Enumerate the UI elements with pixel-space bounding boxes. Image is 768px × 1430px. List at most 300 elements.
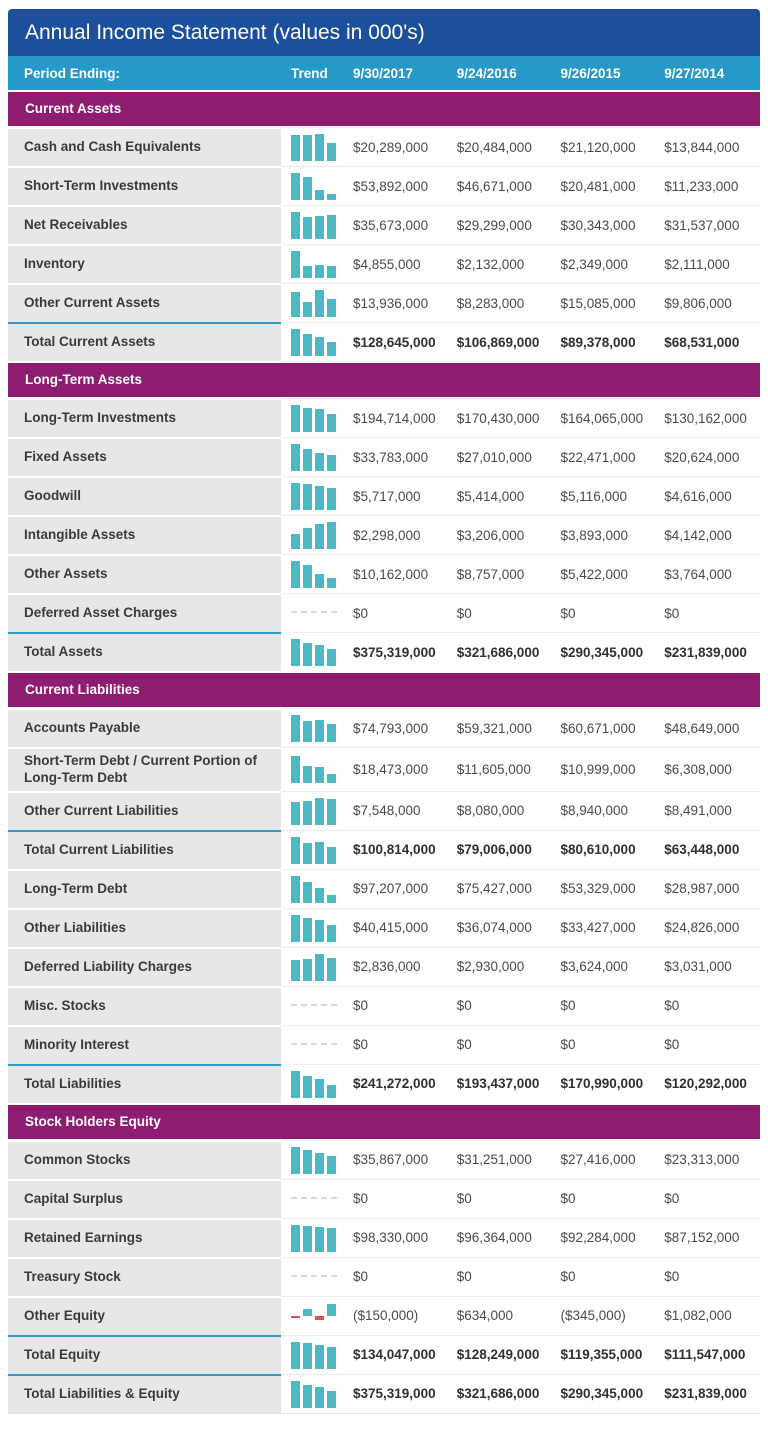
trend-bar [327,1304,336,1316]
value-cell: $0 [449,593,553,632]
table-row [8,1025,760,1064]
value-cell: $0 [553,593,657,632]
value-cell: $634,000 [449,1296,553,1335]
trend-bar [327,1228,336,1252]
trend-cell [281,166,345,205]
value-cell: $128,249,000 [449,1335,553,1374]
value-cell: $5,422,000 [553,554,657,593]
row-label: Deferred Asset Charges [8,593,281,632]
table-row [8,515,760,554]
trend-bar-slot [327,1302,336,1330]
value-cell: $92,284,000 [553,1218,657,1257]
value-cell: $2,111,000 [656,244,760,283]
trend-bar [291,837,300,864]
table-row [8,437,760,476]
trend-mini-bar-chart [291,404,341,432]
trend-bar [315,486,324,510]
trend-mini-bar-chart [291,1302,341,1330]
trend-bar [303,1150,312,1174]
table-row [8,986,760,1025]
value-cell: $40,415,000 [345,908,449,947]
trend-cell [281,947,345,986]
trend-bar [327,488,336,510]
trend-bar [303,135,312,161]
value-cell: $48,649,000 [656,708,760,747]
column-header-period-ending: Period Ending: [24,65,120,81]
value-cell: $5,414,000 [449,476,553,515]
page-title: Annual Income Statement (values in 000's) [25,21,425,44]
trend-bar [291,960,300,981]
trend-mini-bar-chart [291,443,341,471]
trend-bar [327,342,336,356]
row-label: Short-Term Debt / Current Portion of Long-Term Debt [8,747,281,791]
trend-bar [291,251,300,278]
trend-mini-bar-chart [291,599,341,627]
trend-mini-bar-chart [291,521,341,549]
value-cell: $15,085,000 [553,283,657,322]
table-row [8,869,760,908]
total-row [8,1335,760,1374]
trend-cell [281,283,345,322]
value-cell: $7,548,000 [345,791,449,830]
trend-bar [315,409,324,432]
trend-mini-bar-chart [291,1031,341,1059]
trend-bar [327,1347,336,1369]
value-cell: $11,605,000 [449,747,553,791]
column-header-date-2017: 9/30/2017 [353,65,414,81]
trend-bar [327,847,336,864]
value-cell: $8,080,000 [449,791,553,830]
trend-bar [327,958,336,981]
trend-cell [281,205,345,244]
trend-bar [291,1071,300,1098]
trend-bar [303,1343,312,1369]
table-row [8,1218,760,1257]
zero-trend-dash [291,1197,337,1199]
trend-mini-bar-chart [291,1070,341,1098]
value-cell: $0 [345,986,449,1025]
value-cell: $2,349,000 [553,244,657,283]
value-cell: $3,764,000 [656,554,760,593]
trend-cell [281,1025,345,1064]
table-row [8,791,760,830]
trend-bar [315,1153,324,1174]
value-cell: $0 [449,1179,553,1218]
trend-bar [315,842,324,864]
row-label: Total Current Assets [8,322,281,361]
table-row [8,398,760,437]
trend-bar [291,292,300,317]
value-cell: $0 [553,1257,657,1296]
value-cell: $18,473,000 [345,747,449,791]
trend-bar [303,918,312,942]
trend-bar [291,715,300,742]
row-label: Total Equity [8,1335,281,1374]
column-header-date-2015: 9/26/2015 [560,65,621,81]
trend-cell [281,747,345,791]
value-cell: $128,645,000 [345,322,449,361]
trend-bar [303,408,312,432]
trend-bar [315,337,324,356]
value-cell: $89,378,000 [553,322,657,361]
value-cell: $194,714,000 [345,398,449,437]
table-row [8,1257,760,1296]
table-row [8,244,760,283]
zero-trend-dash [291,1043,337,1045]
row-label: Common Stocks [8,1140,281,1179]
value-cell: $8,283,000 [449,283,553,322]
trend-bar [291,1342,300,1369]
trend-bar [315,954,324,981]
trend-cell [281,593,345,632]
trend-bar [327,194,336,200]
trend-bar-slot [315,1302,324,1330]
trend-bar [327,578,336,588]
trend-cell [281,986,345,1025]
value-cell: $59,321,000 [449,708,553,747]
value-cell: $290,345,000 [553,632,657,671]
trend-mini-bar-chart [291,836,341,864]
trend-cell [281,1335,345,1374]
value-cell: $28,987,000 [656,869,760,908]
row-label: Accounts Payable [8,708,281,747]
trend-bar [303,217,312,239]
value-cell: $79,006,000 [449,830,553,869]
trend-mini-bar-chart [291,1146,341,1174]
row-label: Goodwill [8,476,281,515]
table-row [8,166,760,205]
value-cell: $46,671,000 [449,166,553,205]
value-cell: $1,082,000 [656,1296,760,1335]
section-header: Current Liabilities [8,673,760,707]
column-header-row [8,56,760,90]
table-row [8,1179,760,1218]
value-cell: $106,869,000 [449,322,553,361]
trend-cell [281,830,345,869]
value-cell: ($150,000) [345,1296,449,1335]
trend-cell [281,515,345,554]
trend-bar [291,444,300,471]
value-cell: $0 [656,593,760,632]
row-label: Short-Term Investments [8,166,281,205]
trend-mini-bar-chart [291,1380,341,1408]
row-label: Other Liabilities [8,908,281,947]
row-label: Misc. Stocks [8,986,281,1025]
table-row [8,127,760,166]
trend-bar [303,449,312,471]
trend-bar [291,212,300,239]
trend-bar [327,299,336,317]
trend-mini-bar-chart [291,875,341,903]
trend-bar [315,1316,324,1320]
trend-bar [327,215,336,239]
trend-mini-bar-chart [291,560,341,588]
value-cell: $97,207,000 [345,869,449,908]
value-cell: $0 [553,986,657,1025]
value-cell: $60,671,000 [553,708,657,747]
row-label: Total Current Liabilities [8,830,281,869]
trend-bar [303,801,312,825]
value-cell: $23,313,000 [656,1140,760,1179]
trend-mini-bar-chart [291,953,341,981]
trend-bar [291,802,300,825]
value-cell: $231,839,000 [656,632,760,671]
trend-cell [281,322,345,361]
section-header: Stock Holders Equity [8,1105,760,1139]
trend-bar [315,1079,324,1098]
value-cell: $241,272,000 [345,1064,449,1103]
value-cell: $10,162,000 [345,554,449,593]
value-cell: $290,345,000 [553,1374,657,1413]
trend-cell [281,1140,345,1179]
trend-mini-bar-chart [291,289,341,317]
trend-cell [281,791,345,830]
value-cell: $0 [449,1025,553,1064]
row-label: Total Liabilities [8,1064,281,1103]
trend-bar [303,302,312,317]
value-cell: $2,836,000 [345,947,449,986]
trend-cell [281,398,345,437]
value-cell: $100,814,000 [345,830,449,869]
trend-bar [291,135,300,161]
total-row [8,1374,760,1413]
trend-bar [291,561,300,588]
value-cell: $11,233,000 [656,166,760,205]
trend-mini-bar-chart [291,914,341,942]
trend-cell [281,1257,345,1296]
trend-cell [281,1064,345,1103]
value-cell: $0 [553,1025,657,1064]
table-row [8,747,760,791]
table-row [8,908,760,947]
trend-mini-bar-chart [291,1185,341,1213]
row-label: Cash and Cash Equivalents [8,127,281,166]
value-cell: ($345,000) [553,1296,657,1335]
total-row [8,830,760,869]
trend-bar [291,876,300,903]
value-cell: $13,844,000 [656,127,760,166]
row-label: Total Liabilities & Equity [8,1374,281,1413]
value-cell: $2,132,000 [449,244,553,283]
row-label: Other Current Liabilities [8,791,281,830]
trend-mini-bar-chart [291,250,341,278]
trend-bar [291,915,300,942]
trend-mini-bar-chart [291,172,341,200]
trend-bar [327,414,336,432]
value-cell: $33,783,000 [345,437,449,476]
value-cell: $375,319,000 [345,632,449,671]
value-cell: $0 [345,1025,449,1064]
value-cell: $193,437,000 [449,1064,553,1103]
trend-bar [327,799,336,825]
value-cell: $4,616,000 [656,476,760,515]
value-cell: $119,355,000 [553,1335,657,1374]
row-label: Intangible Assets [8,515,281,554]
value-cell: $87,152,000 [656,1218,760,1257]
value-cell: $2,298,000 [345,515,449,554]
value-cell: $96,364,000 [449,1218,553,1257]
value-cell: $120,292,000 [656,1064,760,1103]
row-label: Long-Term Debt [8,869,281,908]
value-cell: $170,990,000 [553,1064,657,1103]
value-cell: $0 [449,1257,553,1296]
value-cell: $111,547,000 [656,1335,760,1374]
value-cell: $8,757,000 [449,554,553,593]
value-cell: $68,531,000 [656,322,760,361]
trend-bar [291,329,300,356]
trend-bar [327,266,336,278]
value-cell: $3,624,000 [553,947,657,986]
value-cell: $74,793,000 [345,708,449,747]
trend-bar [327,1156,336,1174]
column-header-trend: Trend [291,65,328,81]
value-cell: $0 [345,1179,449,1218]
trend-bar [303,177,312,200]
trend-bar [327,724,336,742]
trend-bar [315,453,324,471]
trend-bar [315,524,324,549]
trend-bar [327,925,336,942]
trend-bar [291,1225,300,1252]
row-label: Other Current Assets [8,283,281,322]
row-label: Long-Term Investments [8,398,281,437]
trend-mini-bar-chart [291,755,341,783]
trend-bar [291,1381,300,1408]
value-cell: $31,251,000 [449,1140,553,1179]
total-row [8,632,760,671]
section-header: Long-Term Assets [8,363,760,397]
value-cell: $0 [656,1179,760,1218]
value-cell: $80,610,000 [553,830,657,869]
value-cell: $27,010,000 [449,437,553,476]
value-cell: $29,299,000 [449,205,553,244]
trend-bar [291,639,300,666]
trend-bar [291,173,300,200]
row-label: Net Receivables [8,205,281,244]
trend-bar [315,1227,324,1252]
trend-bar [327,1085,336,1098]
trend-mini-bar-chart [291,1341,341,1369]
value-cell: $31,537,000 [656,205,760,244]
value-cell: $35,673,000 [345,205,449,244]
value-cell: $20,624,000 [656,437,760,476]
trend-mini-bar-chart [291,133,341,161]
trend-bar [303,643,312,666]
table-row [8,205,760,244]
column-header-date-2016: 9/24/2016 [456,65,517,81]
row-label: Fixed Assets [8,437,281,476]
row-label: Minority Interest [8,1025,281,1064]
zero-trend-dash [291,1004,337,1006]
trend-bar [327,649,336,666]
value-cell: $30,343,000 [553,205,657,244]
trend-bar [327,455,336,471]
value-cell: $6,308,000 [656,747,760,791]
trend-bar [303,882,312,903]
trend-bar [315,1345,324,1369]
trend-bar [327,895,336,903]
trend-mini-bar-chart [291,638,341,666]
trend-mini-bar-chart [291,1224,341,1252]
trend-bar [303,959,312,981]
value-cell: $0 [656,1025,760,1064]
row-label: Inventory [8,244,281,283]
trend-cell [281,554,345,593]
row-label: Other Assets [8,554,281,593]
table-row [8,593,760,632]
trend-bar [303,1076,312,1098]
total-row [8,1064,760,1103]
table-row [8,283,760,322]
trend-bar [303,721,312,742]
value-cell: $98,330,000 [345,1218,449,1257]
value-cell: $4,142,000 [656,515,760,554]
value-cell: $53,329,000 [553,869,657,908]
value-cell: $35,867,000 [345,1140,449,1179]
value-cell: $53,892,000 [345,166,449,205]
value-cell: $36,074,000 [449,908,553,947]
trend-mini-bar-chart [291,992,341,1020]
trend-bar [291,483,300,510]
value-cell: $75,427,000 [449,869,553,908]
trend-cell [281,1296,345,1335]
value-cell: $0 [656,986,760,1025]
value-cell: $3,893,000 [553,515,657,554]
row-label: Treasury Stock [8,1257,281,1296]
trend-bar-slot [303,1302,312,1330]
trend-bar [303,766,312,783]
trend-bar [315,920,324,942]
trend-bar [315,216,324,239]
trend-bar [303,484,312,510]
table-row [8,1140,760,1179]
trend-bar-slot [291,1302,300,1330]
trend-bar [315,190,324,200]
trend-cell [281,632,345,671]
income-statement-widget [8,9,760,1414]
value-cell: $21,120,000 [553,127,657,166]
row-label: Capital Surplus [8,1179,281,1218]
value-cell: $134,047,000 [345,1335,449,1374]
trend-bar [303,266,312,278]
row-label: Deferred Liability Charges [8,947,281,986]
trend-bar [303,843,312,864]
trend-bar [315,888,324,903]
trend-bar [327,1391,336,1408]
trend-bar [291,1316,300,1318]
value-cell: $10,999,000 [553,747,657,791]
trend-mini-bar-chart [291,714,341,742]
value-cell: $0 [656,1257,760,1296]
value-cell: $9,806,000 [656,283,760,322]
total-row [8,322,760,361]
value-cell: $13,936,000 [345,283,449,322]
table-body [8,92,760,1413]
trend-bar [303,565,312,588]
trend-bar [315,767,324,783]
value-cell: $321,686,000 [449,632,553,671]
value-cell: $27,416,000 [553,1140,657,1179]
trend-bar [327,143,336,161]
trend-cell [281,1179,345,1218]
table-row [8,708,760,747]
column-header-date-2014: 9/27/2014 [664,65,725,81]
trend-mini-bar-chart [291,328,341,356]
value-cell: $170,430,000 [449,398,553,437]
trend-cell [281,1218,345,1257]
value-cell: $63,448,000 [656,830,760,869]
trend-bar [315,1387,324,1408]
